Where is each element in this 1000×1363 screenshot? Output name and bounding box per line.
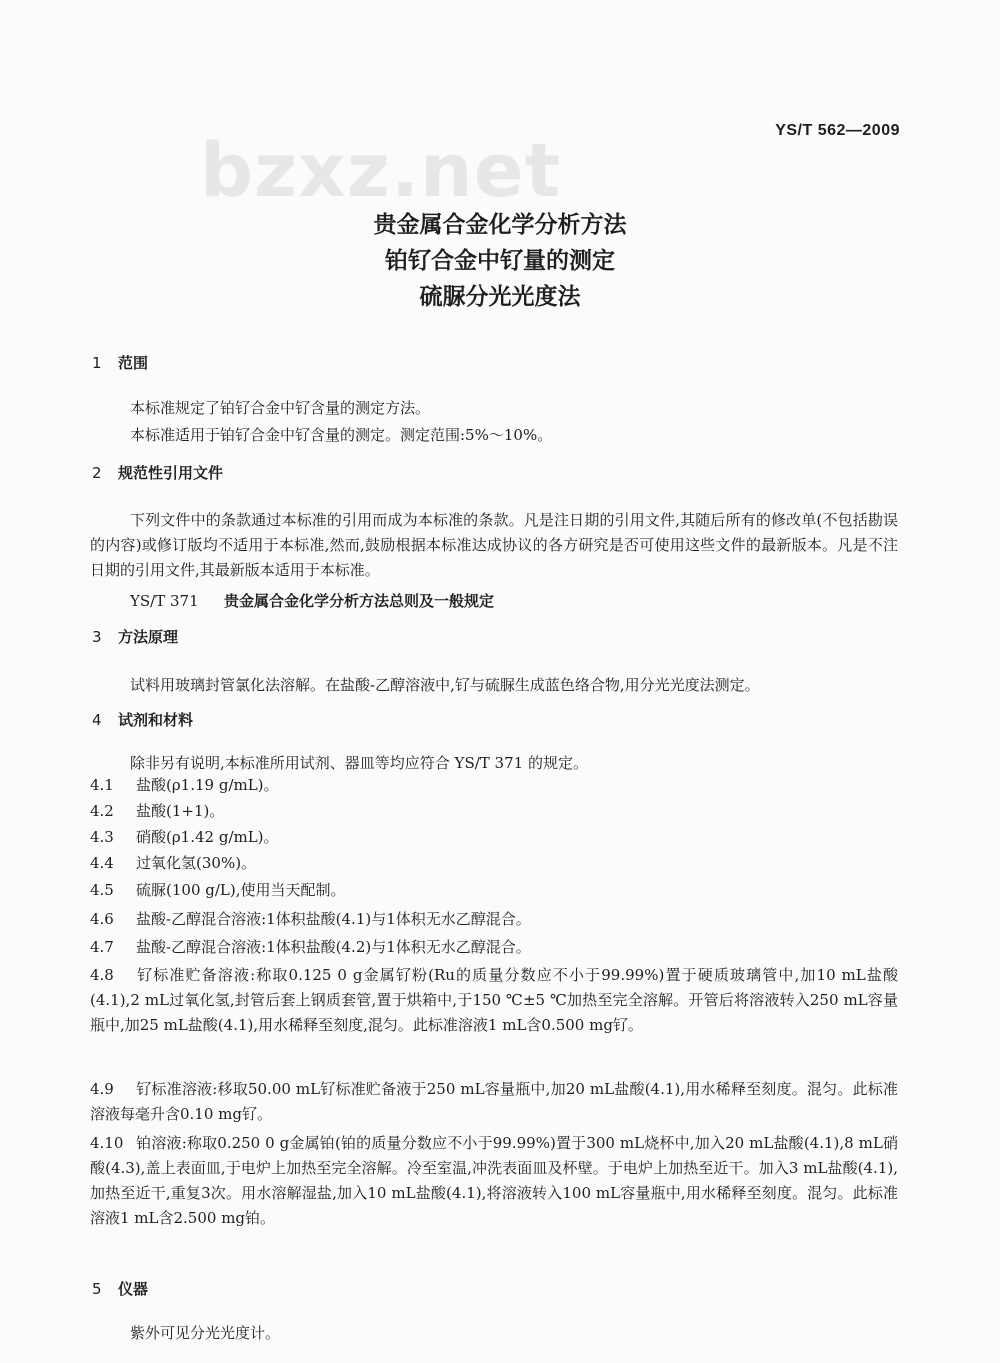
item-text: 钌标准溶液:移取50.00 mL钌标准贮备液于250 mL容量瓶中,加20 mL盐酸(4.1),用水稀释至刻度。混匀。此标准溶液每毫升含0.10 mg钌。 xyxy=(90,1080,898,1123)
section-title: 试剂和材料 xyxy=(118,711,194,729)
item-number: 4.3 xyxy=(90,828,114,846)
section-number: 5 xyxy=(92,1280,102,1298)
item-number: 4.4 xyxy=(90,854,114,872)
section-heading-3 xyxy=(92,626,178,647)
section-number: 2 xyxy=(92,464,102,482)
item-text: 盐酸(ρ1.19 g/mL)。 xyxy=(136,776,279,794)
section-title: 方法原理 xyxy=(118,628,179,646)
watermark: bzxz.net xyxy=(200,128,562,214)
section-title: 范围 xyxy=(118,354,149,372)
item-text: 硝酸(ρ1.42 g/mL)。 xyxy=(136,828,279,846)
paragraph: 紫外可见分光光度计。 xyxy=(130,1324,281,1342)
section-number: 1 xyxy=(92,354,102,372)
section-title: 仪器 xyxy=(118,1280,149,1298)
item-text: 硫脲(100 g/L),使用当天配制。 xyxy=(136,881,346,899)
section-number: 3 xyxy=(92,628,102,646)
paragraph: 本标准适用于铂钌合金中钌含量的测定。测定范围:5%～10%。 xyxy=(130,426,553,444)
item-number: 4.5 xyxy=(90,881,114,899)
list-item xyxy=(90,773,898,798)
section-title: 规范性引用文件 xyxy=(118,464,224,482)
reference-title: 贵金属合金化学分析方法总则及一般规定 xyxy=(224,592,495,610)
item-number: 4.2 xyxy=(90,802,114,820)
section-heading-2 xyxy=(92,462,223,483)
list-item xyxy=(90,1077,898,1127)
item-text: 铂溶液:称取0.250 0 g金属铂(铂的质量分数应不小于99.99%)置于300 mL烧杯中,加入20 mL盐酸(4.1),8 mL硝酸(4.3),盖上表面皿,于电炉上加热至完全溶解。冷至室温,冲洗表面皿及杯壁。于电炉上加热至近干。加入3 mL盐酸(4.1),加热至近干,重复3次。用水溶解湿盐,加入10 mL盐酸(4.1),将溶液转入100 mL容量瓶中,用水稀释至刻度。混匀。此标准溶液1 mL含2.500 mg铂。 xyxy=(90,1134,898,1227)
item-text: 钌标准贮备溶液:称取0.125 0 g金属钌粉(Ru的质量分数应不小于99.99%)置于硬质玻璃管中,加10 mL盐酸(4.1),2 mL过氧化氢,封管后套上钢质套管,置于烘箱中,于150 ℃±5 ℃加热至完全溶解。开管后将溶液转入250 mL容量瓶中,加25 mL盐酸(4.1),用水稀释至刻度,混匀。此标准溶液1 mL含0.500 mg钌。 xyxy=(90,966,898,1034)
list-item xyxy=(90,1131,898,1231)
item-number: 4.7 xyxy=(90,938,114,956)
section-heading-4 xyxy=(92,709,193,730)
normative-reference xyxy=(130,590,494,611)
item-number: 4.6 xyxy=(90,910,114,928)
list-item xyxy=(90,935,898,960)
item-number: 4.10 xyxy=(90,1134,124,1152)
list-item xyxy=(90,799,898,824)
section-number: 4 xyxy=(92,711,102,729)
list-item xyxy=(90,878,898,903)
section-heading-5 xyxy=(92,1278,148,1299)
item-text: 盐酸-乙醇混合溶液:1体积盐酸(4.2)与1体积无水乙醇混合。 xyxy=(136,938,531,956)
item-number: 4.9 xyxy=(90,1080,114,1098)
item-text: 过氧化氢(30%)。 xyxy=(136,854,257,872)
paragraph: 下列文件中的条款通过本标准的引用而成为本标准的条款。凡是注日期的引用文件,其随后所有的修改单(不包括勘误的内容)或修订版均不适用于本标准,然而,鼓励根据本标准达成协议的各方研究是否可使用这些文件的最新版本。凡是不注日期的引用文件,其最新版本适用于本标准。 xyxy=(90,511,898,579)
reference-code: YS/T 371 xyxy=(130,592,199,610)
list-item xyxy=(90,851,898,876)
title-line-3: 硫脲分光光度法 xyxy=(419,284,581,310)
list-item xyxy=(90,825,898,850)
title-line-2: 铂钌合金中钌量的测定 xyxy=(385,248,615,274)
list-item xyxy=(90,907,898,932)
item-text: 盐酸-乙醇混合溶液:1体积盐酸(4.1)与1体积无水乙醇混合。 xyxy=(136,910,531,928)
list-item xyxy=(90,963,898,1038)
paragraph: 试料用玻璃封管氯化法溶解。在盐酸-乙醇溶液中,钌与硫脲生成蓝色络合物,用分光光度法测定。 xyxy=(130,676,760,694)
item-number: 4.8 xyxy=(90,966,114,984)
item-number: 4.1 xyxy=(90,776,114,794)
standard-number: YS/T 562—2009 xyxy=(775,122,900,139)
paragraph: 除非另有说明,本标准所用试剂、器皿等均应符合 YS/T 371 的规定。 xyxy=(130,754,588,772)
section-heading-1 xyxy=(92,352,148,373)
paragraph: 本标准规定了铂钌合金中钌含量的测定方法。 xyxy=(130,399,431,417)
item-text: 盐酸(1+1)。 xyxy=(136,802,225,820)
title-line-1: 贵金属合金化学分析方法 xyxy=(373,212,627,238)
